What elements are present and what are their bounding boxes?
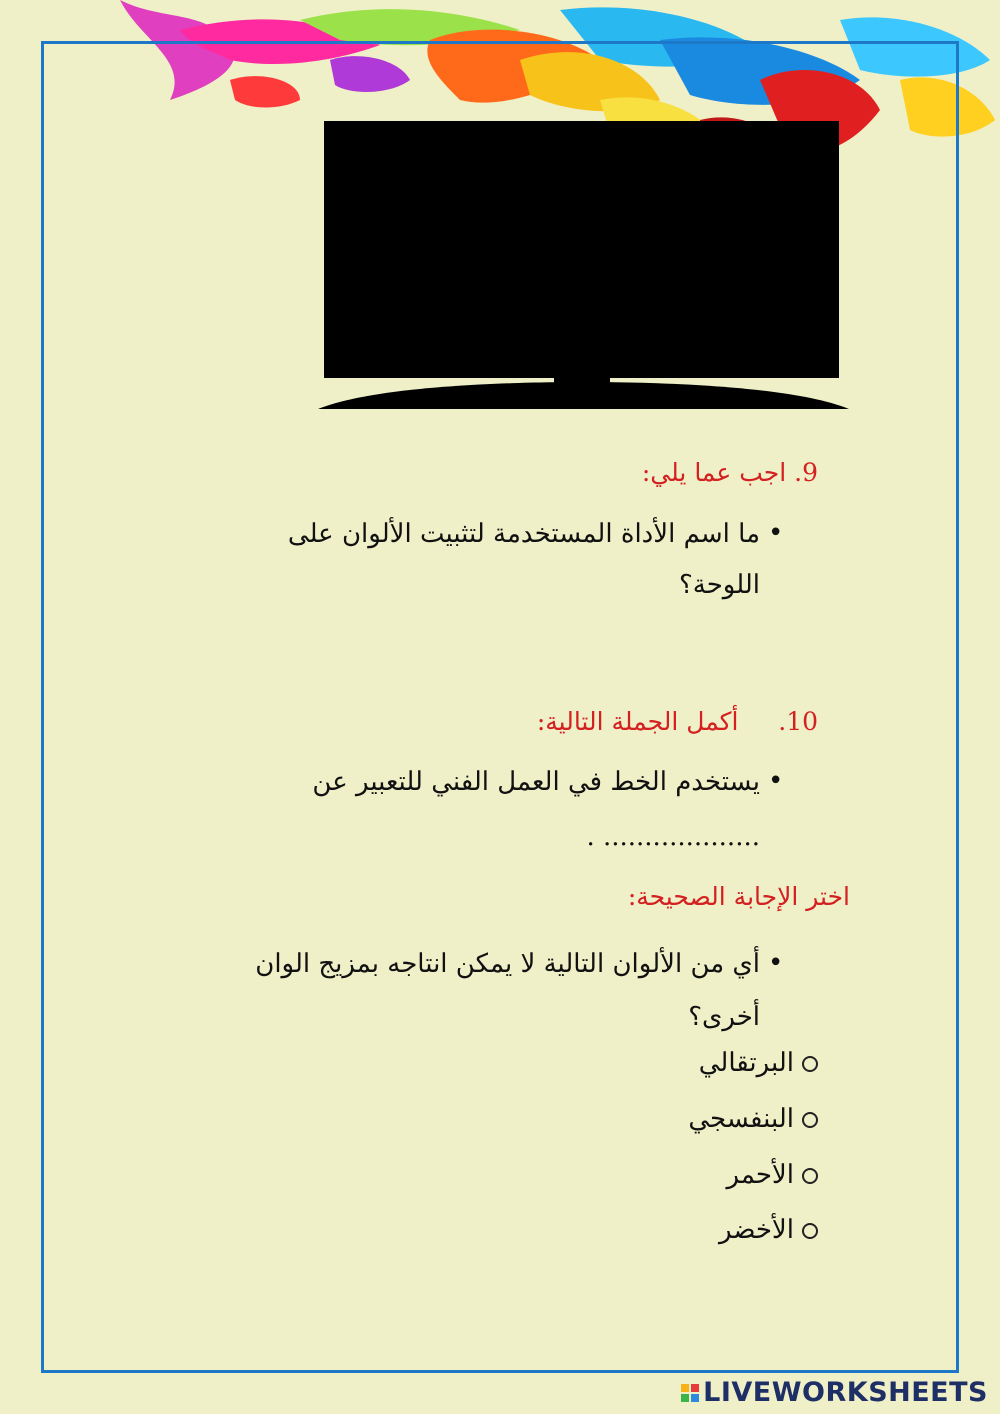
question-10-blank-line[interactable]: . ................... (586, 822, 760, 852)
logo-text: LIVEWORKSHEETS (703, 1377, 988, 1408)
option-label: البرتقالي (698, 1048, 794, 1078)
multiple-choice-question-line-2: أخرى؟ (688, 1002, 760, 1032)
question-9-text-line-2: اللوحة؟ (679, 570, 760, 600)
question-10-text-line-1: يستخدم الخط في العمل الفني للتعبير عن (312, 767, 760, 797)
radio-circle-icon[interactable] (802, 1168, 818, 1184)
option-4[interactable] (719, 1215, 818, 1245)
tv-icon (318, 120, 850, 412)
bullet-icon: • (768, 518, 784, 548)
radio-circle-icon[interactable] (802, 1112, 818, 1128)
option-label: الأحمر (726, 1160, 794, 1190)
question-9-text-line-1: ما اسم الأداة المستخدمة لتثبيت الألوان على (287, 519, 760, 549)
liveworksheets-logo[interactable] (681, 1377, 988, 1408)
option-3[interactable] (726, 1160, 818, 1190)
option-2[interactable] (688, 1104, 818, 1134)
bullet-icon: • (768, 766, 784, 796)
radio-circle-icon[interactable] (802, 1223, 818, 1239)
radio-circle-icon[interactable] (802, 1056, 818, 1072)
question-9-heading: 9. اجب عما يلي: (641, 458, 818, 487)
option-label: البنفسجي (688, 1104, 794, 1134)
bullet-icon: • (768, 948, 784, 978)
option-1[interactable] (699, 1048, 818, 1078)
question-10-heading: 10. أكمل الجملة التالية: (536, 707, 818, 736)
multiple-choice-heading: اختر الإجابة الصحيحة: (627, 882, 850, 911)
option-label: الأخضر (718, 1215, 794, 1245)
multiple-choice-question-line-1: أي من الألوان التالية لا يمكن انتاجه بمزيج الوان (255, 949, 760, 979)
logo-grid-icon (681, 1384, 699, 1402)
